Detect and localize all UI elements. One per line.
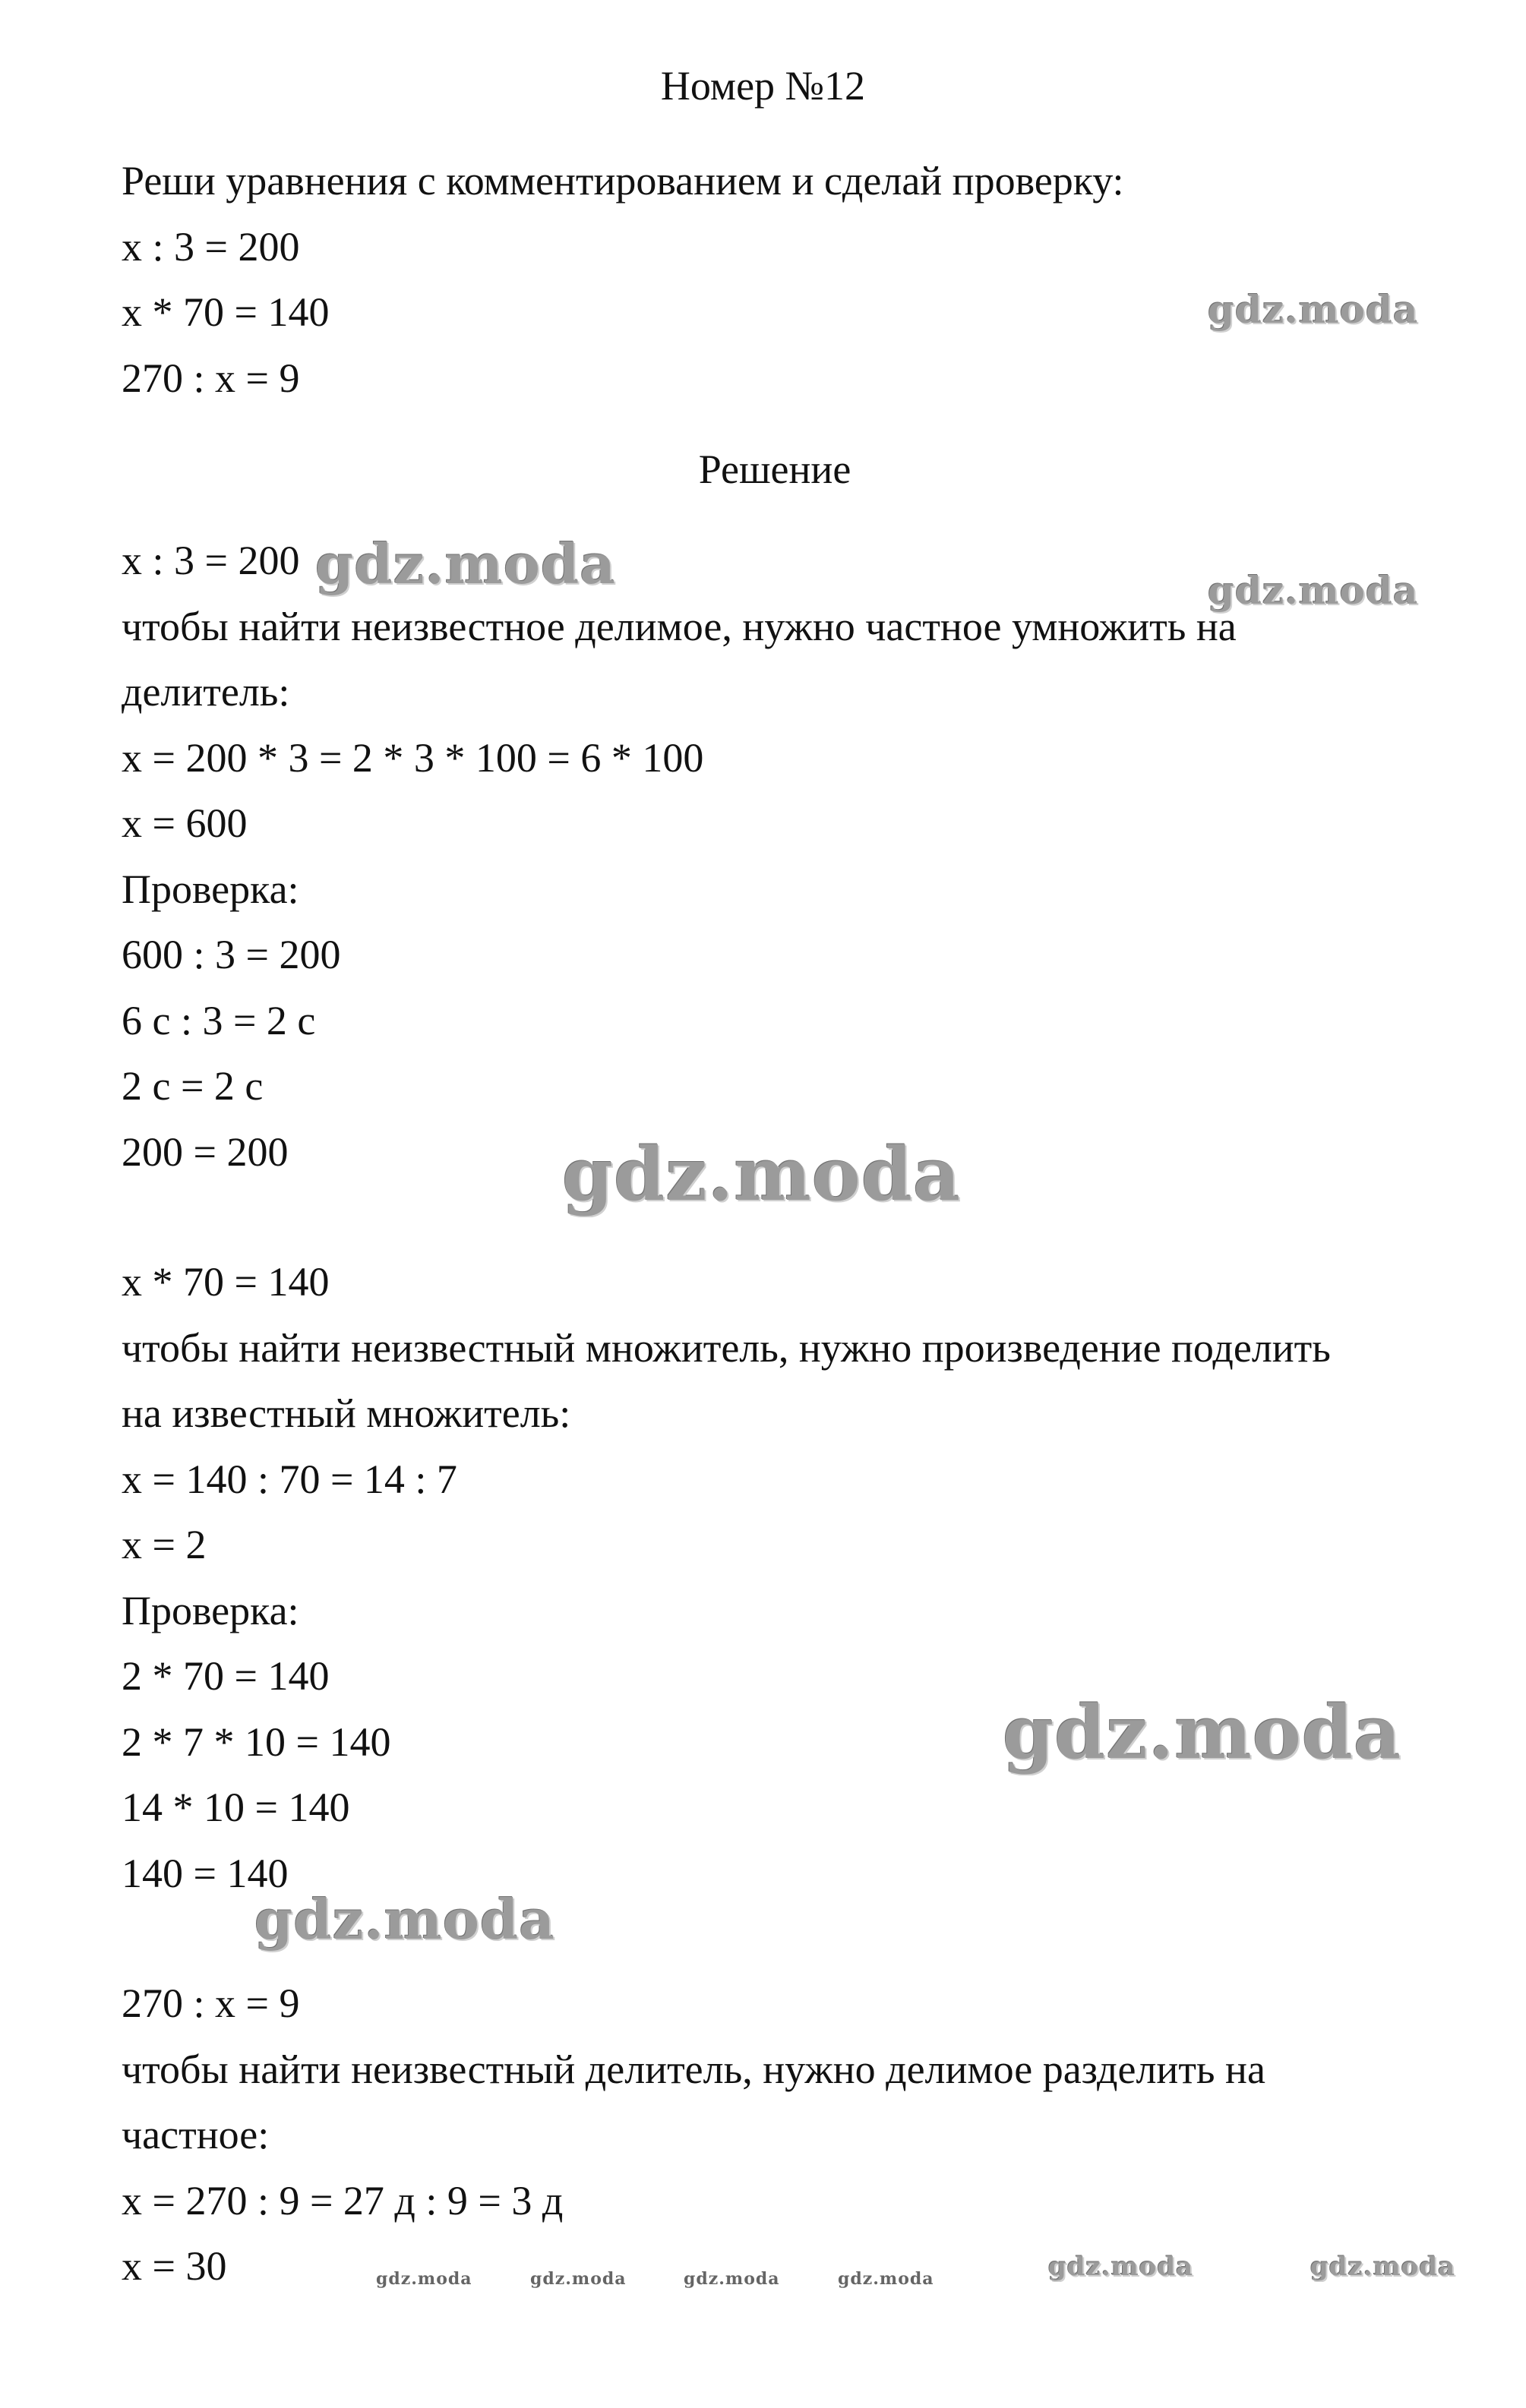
check-line: 2 * 7 * 10 = 140 bbox=[122, 1718, 391, 1765]
rule-line: на известный множитель: bbox=[122, 1390, 571, 1436]
calc-line: x = 140 : 70 = 14 : 7 bbox=[122, 1456, 457, 1502]
check-line: 200 = 200 bbox=[122, 1128, 289, 1175]
equation-line: 270 : x = 9 bbox=[122, 1980, 300, 2026]
watermark: gdz.moda bbox=[1208, 568, 1419, 613]
check-label: Проверка: bbox=[122, 866, 299, 912]
watermark: gdz.moda bbox=[315, 532, 616, 596]
calc-line: x = 270 : 9 = 27 д : 9 = 3 д bbox=[122, 2177, 564, 2223]
result-line: x = 600 bbox=[122, 800, 248, 846]
check-line: 2 с = 2 с bbox=[122, 1063, 264, 1109]
watermark: gdz.moda bbox=[1003, 1690, 1402, 1775]
rule-line: чтобы найти неизвестный множитель, нужно произведение поделить bbox=[122, 1324, 1331, 1371]
watermark: gdz.moda bbox=[1208, 287, 1419, 332]
watermark: gdz.moda bbox=[684, 2269, 780, 2289]
solution-part-3 bbox=[122, 1971, 1458, 2299]
equation-line: x : 3 = 200 bbox=[122, 538, 300, 583]
rule-line: делитель: bbox=[122, 669, 290, 715]
watermark: gdz.moda bbox=[562, 1131, 962, 1217]
watermark: gdz.moda bbox=[838, 2269, 934, 2289]
task-equation-1: x : 3 = 200 bbox=[122, 223, 300, 270]
result-line: x = 30 bbox=[122, 2243, 227, 2289]
task-prompt: Реши уравнения с комментированием и сделай проверку: bbox=[122, 158, 1124, 204]
task-equation-2: x * 70 = 140 bbox=[122, 289, 330, 335]
rule-line: частное: bbox=[122, 2112, 270, 2157]
rule-line: чтобы найти неизвестное делимое, нужно частное умножить на bbox=[122, 603, 1237, 649]
rule-line: чтобы найти неизвестный делитель, нужно делимое разделить на bbox=[122, 2046, 1265, 2092]
result-line: x = 2 bbox=[122, 1522, 207, 1567]
watermark: gdz.moda bbox=[1310, 2252, 1456, 2282]
check-line: 600 : 3 = 200 bbox=[122, 932, 341, 977]
watermark: gdz.moda bbox=[254, 1887, 555, 1952]
solution-part-2 bbox=[122, 1249, 1458, 1906]
watermark: gdz.moda bbox=[1048, 2252, 1194, 2282]
check-line: 6 с : 3 = 2 с bbox=[122, 997, 316, 1043]
equation-line: x * 70 = 140 bbox=[122, 1259, 330, 1305]
check-line: 2 * 70 = 140 bbox=[122, 1653, 330, 1699]
check-line: 14 * 10 = 140 bbox=[122, 1785, 350, 1830]
task-block bbox=[122, 148, 1458, 411]
page-title: Номер №12 bbox=[660, 63, 866, 109]
watermark: gdz.moda bbox=[530, 2269, 627, 2289]
solution-heading: Решение bbox=[698, 447, 851, 492]
task-equation-3: 270 : x = 9 bbox=[122, 355, 300, 401]
solution-part-1 bbox=[122, 528, 1458, 1185]
check-label: Проверка: bbox=[122, 1587, 299, 1633]
watermark: gdz.moda bbox=[376, 2269, 472, 2289]
calc-line: x = 200 * 3 = 2 * 3 * 100 = 6 * 100 bbox=[122, 734, 704, 781]
check-line: 140 = 140 bbox=[122, 1850, 289, 1896]
